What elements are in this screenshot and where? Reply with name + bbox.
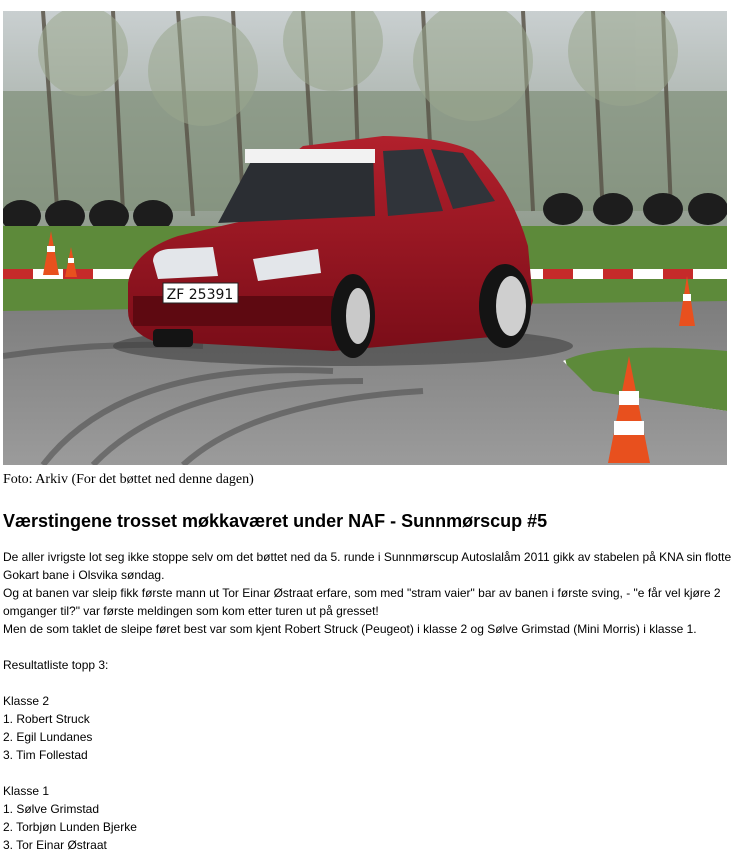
article-paragraph: Men de som taklet de sleipe føret best var som kjent Robert Struck (Peugeot) i klasse 2 og Sølve Grimstad (Mini Morris) i klasse 1. [3,622,697,636]
spacer [3,674,748,692]
photo-caption: Foto: Arkiv (For det bøttet ned denne dagen) [3,472,254,487]
result-item: 3. Tor Einar Østraat [3,838,107,852]
results-heading: Resultatliste topp 3: [3,658,109,672]
article-photo [3,11,727,465]
result-item: 2. Egil Lundanes [3,730,93,744]
class-title: Klasse 2 [3,694,50,708]
article-headline: Værstingene trosset møkkaværet under NAF - Sunnmørscup #5 [3,511,548,531]
result-item: 2. Torbjøn Lunden Bjerke [3,820,137,834]
article-paragraph: Og at banen var sleip fikk første mann ut Tor Einar Østraat erfare, som med "stram vaier" bar av banen i første sving, - "e får vel kjøre 2 omganger til?" var første meldingen som kom etter turen ut på gresset! [3,586,721,618]
result-item: 1. Robert Struck [3,712,90,726]
result-item: 1. Sølve Grimstad [3,802,100,816]
article-intro: De aller ivrigste lot seg ikke stoppe selv om det bøttet ned da 5. runde i Sunnmørscup Autoslalåm 2011 gikk av stabelen på KNA sin flotte Gokart bane i Olsvika søndag. [3,550,732,582]
spacer [3,638,748,656]
article-body [3,548,748,854]
class-title: Klasse 1 [3,784,50,798]
spacer [3,764,748,782]
license-plate: ZF 25391 [166,287,234,303]
result-item: 3. Tim Follestad [3,748,88,762]
